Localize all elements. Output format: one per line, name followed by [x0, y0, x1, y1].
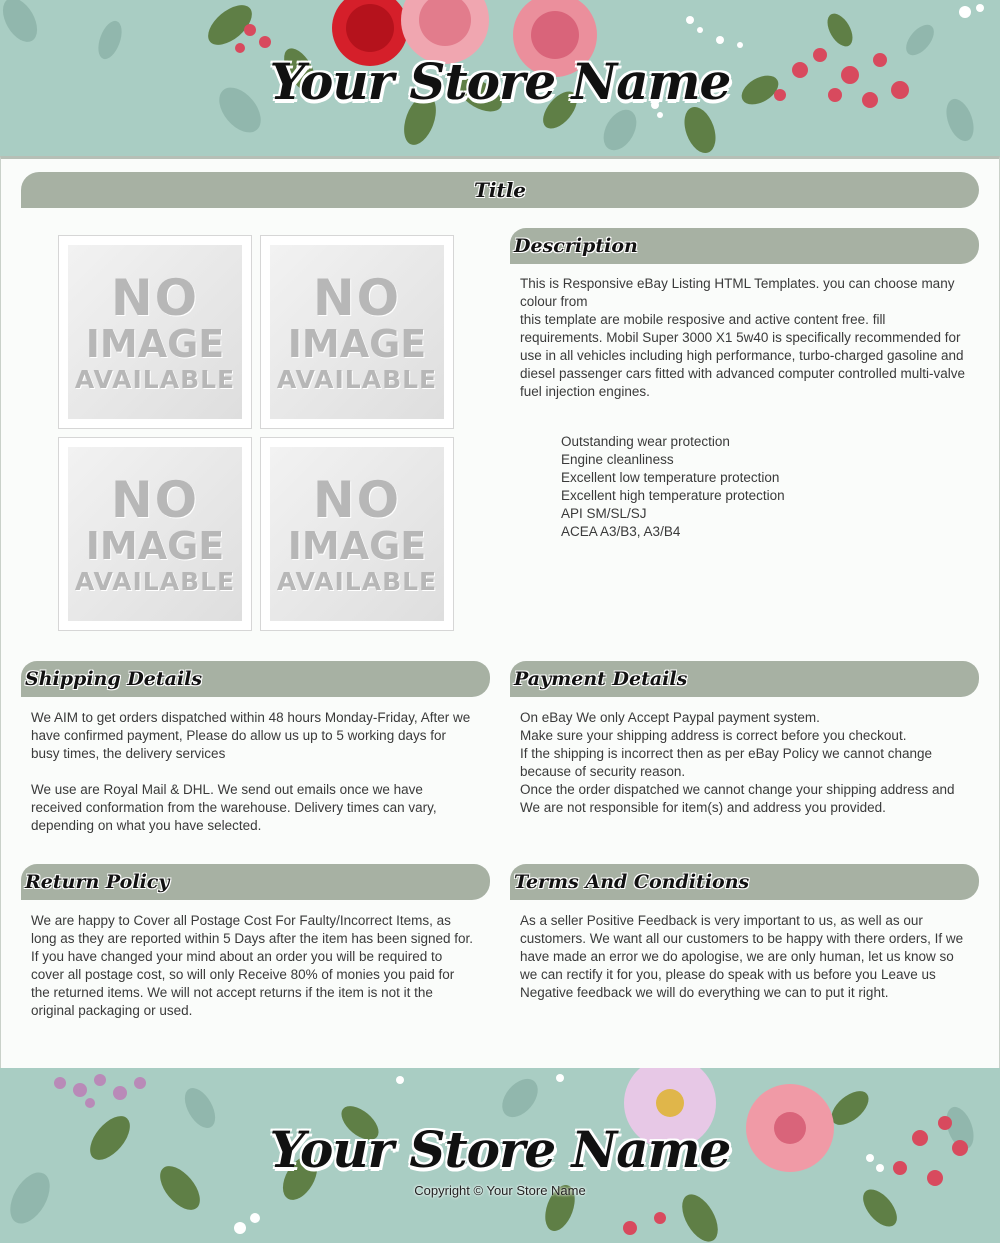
return-policy-bar	[21, 864, 490, 900]
terms-text	[520, 912, 968, 1002]
page-title: Title	[473, 178, 527, 202]
store-name-header: Your Store Name	[269, 52, 731, 111]
payment-line-2: Make sure your shipping address is correct before you checkout.	[520, 728, 907, 743]
feature-item: ACEA A3/B3, A3/B4	[561, 524, 681, 539]
feature-list	[561, 433, 785, 541]
store-name-footer: Your Store Name	[269, 1120, 731, 1179]
listing-panel	[0, 156, 1000, 1072]
payment-heading: Payment Details	[514, 668, 688, 690]
payment-line-1: On eBay We only Accept Paypal payment system.	[520, 710, 820, 725]
description-paragraph-2: this template are mobile resposive and active content free. fill requirements. Mobil Super 3000 X1 5w40 is specifically recommended for use in all vehicles including high performance, turbo-charged gasoline and diesel passenger cars fitted with advanced computer controlled multi-valve fuel injection engines.	[520, 312, 965, 399]
shipping-text	[31, 709, 476, 835]
shipping-heading: Shipping Details	[25, 668, 203, 690]
shipping-paragraph-1: We AIM to get orders dispatched within 48 hours Monday-Friday, After we have confirmed payment, Please do allow us up to 5 working days for busy times, the delivery services	[31, 710, 471, 761]
shipping-paragraph-2: We use are Royal Mail & DHL. We send out emails once we have received conformation from the warehouse. Delivery times can vary, depending on what you have selected.	[31, 782, 437, 833]
placeholder-line1: NO	[312, 470, 402, 529]
placeholder-line2: IMAGE	[287, 321, 427, 366]
payment-text	[520, 709, 960, 817]
title-bar	[21, 172, 979, 208]
product-image-2[interactable]	[260, 235, 454, 429]
return-policy-heading: Return Policy	[25, 871, 170, 893]
description-heading: Description	[514, 235, 638, 257]
product-image-1[interactable]	[58, 235, 252, 429]
terms-paragraph: As a seller Positive Feedback is very important to us, as well as our customers. We want all our customers to be happy with there orders, If we have made an error we do apologise, we are only human, let us know so we can rectify it for you, please do speak with us before you Leave us Negative feedback we will do everything we can to put it right.	[520, 913, 964, 1000]
no-image-placeholder	[68, 447, 242, 621]
description-text	[520, 275, 965, 401]
placeholder-line2: IMAGE	[85, 523, 225, 568]
feature-item: Excellent low temperature protection	[561, 470, 780, 485]
placeholder-line1: NO	[312, 268, 402, 327]
description-bar	[510, 228, 979, 264]
return-policy-paragraph: We are happy to Cover all Postage Cost For Faulty/Incorrect Items, as long as they are reported within 5 Days after the item has been signed for. If you have changed your mind about an order you will be required to cover all postage cost, so will only Receive 80% of monies you paid for the returned items. We will not accept returns if the item is not it the original packaging or used.	[31, 913, 474, 1018]
terms-bar	[510, 864, 979, 900]
placeholder-line3: AVAILABLE	[276, 364, 438, 394]
payment-line-4: Once the order dispatched we cannot change your shipping address and We are not responsible for item(s) and address you provided.	[520, 782, 955, 815]
footer-banner	[0, 1068, 1000, 1243]
placeholder-line3: AVAILABLE	[276, 566, 438, 596]
description-paragraph-1: This is Responsive eBay Listing HTML Templates. you can choose many colour from	[520, 276, 955, 309]
placeholder-line2: IMAGE	[287, 523, 427, 568]
no-image-placeholder	[270, 447, 444, 621]
return-policy-text	[31, 912, 476, 1020]
feature-item: Engine cleanliness	[561, 452, 674, 467]
no-image-placeholder	[68, 245, 242, 419]
placeholder-line3: AVAILABLE	[74, 364, 236, 394]
copyright-text: Copyright © Your Store Name	[414, 1183, 586, 1198]
product-image-3[interactable]	[58, 437, 252, 631]
no-image-placeholder	[270, 245, 444, 419]
placeholder-line3: AVAILABLE	[74, 566, 236, 596]
shipping-bar	[21, 661, 490, 697]
placeholder-line1: NO	[110, 470, 200, 529]
feature-item: Outstanding wear protection	[561, 434, 730, 449]
header-banner	[0, 0, 1000, 156]
product-image-4[interactable]	[260, 437, 454, 631]
feature-item: API SM/SL/SJ	[561, 506, 647, 521]
feature-item: Excellent high temperature protection	[561, 488, 785, 503]
payment-bar	[510, 661, 979, 697]
terms-heading: Terms And Conditions	[514, 871, 750, 893]
payment-line-3: If the shipping is incorrect then as per eBay Policy we cannot change because of security reason.	[520, 746, 932, 779]
placeholder-line1: NO	[110, 268, 200, 327]
placeholder-line2: IMAGE	[85, 321, 225, 366]
